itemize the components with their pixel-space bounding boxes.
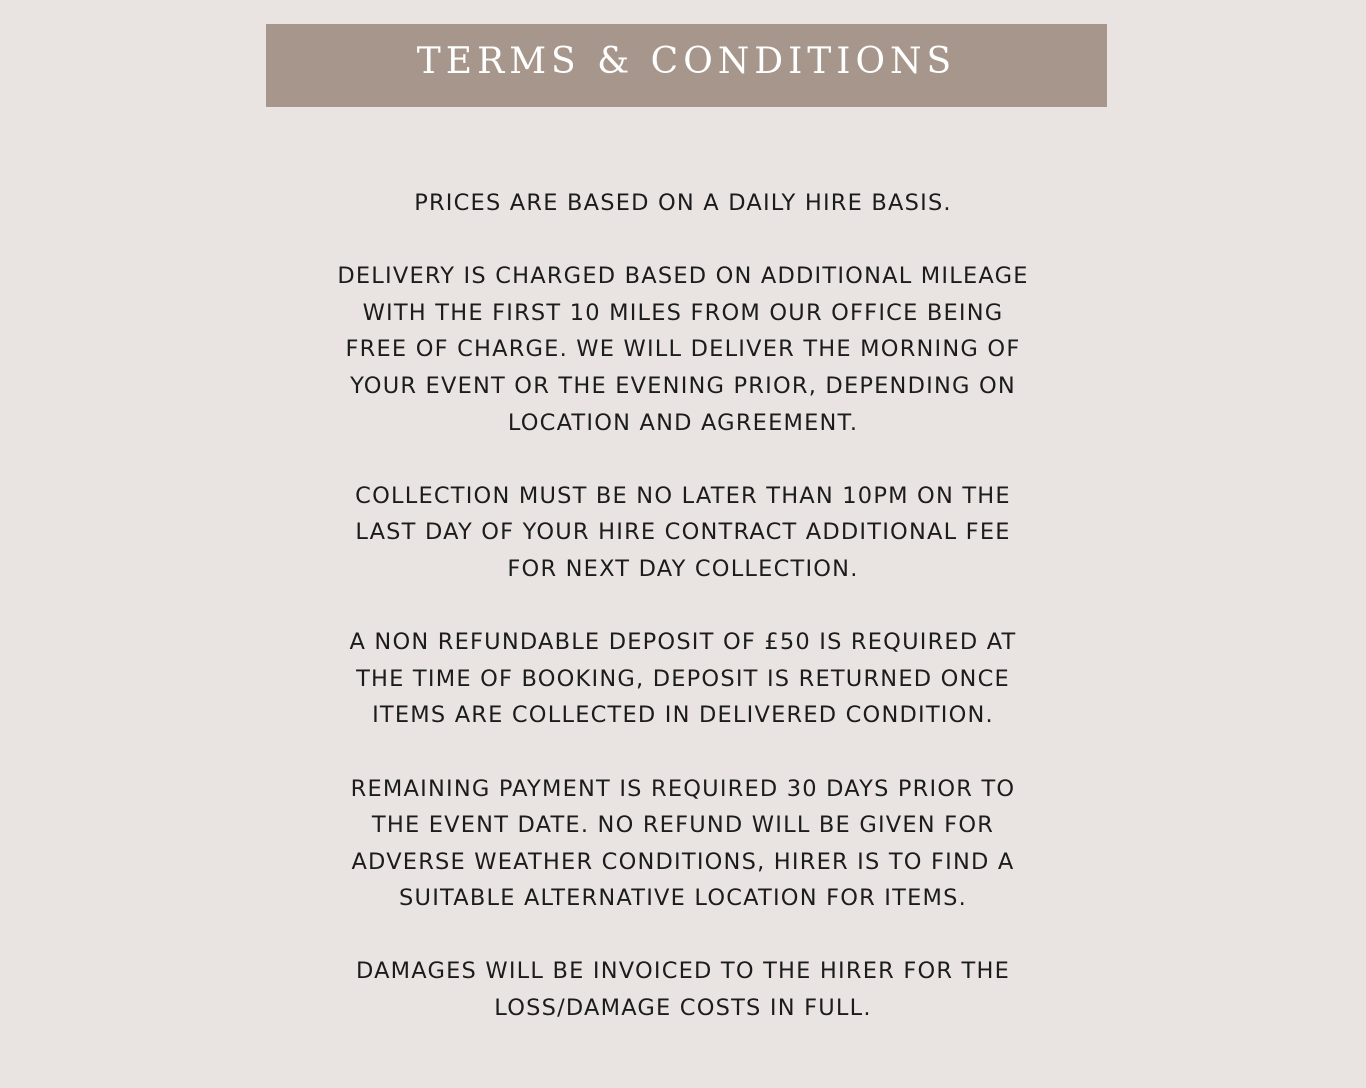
term-delivery	[233, 258, 1133, 441]
term-damages	[233, 953, 1133, 1026]
term-line: THE TIME OF BOOKING, DEPOSIT IS RETURNED ONCE	[356, 665, 1010, 692]
term-line: DAMAGES WILL BE INVOICED TO THE HIRER FOR THE	[355, 958, 1011, 985]
term-pricing	[233, 185, 1133, 222]
term-line: YOUR EVENT OR THE EVENING PRIOR, DEPENDING ON	[350, 372, 1016, 399]
title-banner	[266, 24, 1107, 107]
term-line: DELIVERY IS CHARGED BASED ON ADDITIONAL MILEAGE	[337, 263, 1029, 290]
term-line: REMAINING PAYMENT IS REQUIRED 30 DAYS PRIOR TO	[350, 775, 1016, 802]
term-line: COLLECTION MUST BE NO LATER THAN 10PM ON THE	[355, 482, 1011, 509]
page-title: TERMS & CONDITIONS	[416, 40, 957, 82]
term-line: A NON REFUNDABLE DEPOSIT OF £50 IS REQUIRED AT	[349, 629, 1017, 656]
term-line: FREE OF CHARGE. WE WILL DELIVER THE MORNING OF	[345, 336, 1021, 363]
term-line: SUITABLE ALTERNATIVE LOCATION FOR ITEMS.	[399, 885, 967, 912]
terms-list	[233, 185, 1133, 1063]
term-line: LOCATION AND AGREEMENT.	[507, 409, 859, 436]
term-line: ITEMS ARE COLLECTED IN DELIVERED CONDITION.	[372, 702, 994, 729]
term-deposit	[233, 624, 1133, 734]
term-payment	[233, 771, 1133, 917]
term-line: THE EVENT DATE. NO REFUND WILL BE GIVEN FOR	[371, 812, 995, 839]
term-line: PRICES ARE BASED ON A DAILY HIRE BASIS.	[414, 190, 952, 216]
term-line: LAST DAY OF YOUR HIRE CONTRACT ADDITIONAL FEE	[355, 519, 1011, 546]
term-line: FOR NEXT DAY COLLECTION.	[507, 555, 859, 582]
term-collection	[233, 478, 1133, 588]
term-line: LOSS/DAMAGE COSTS IN FULL.	[494, 995, 872, 1022]
term-line: ADVERSE WEATHER CONDITIONS, HIRER IS TO FIND A	[351, 848, 1015, 875]
term-line: WITH THE FIRST 10 MILES FROM OUR OFFICE BEING	[362, 299, 1004, 326]
